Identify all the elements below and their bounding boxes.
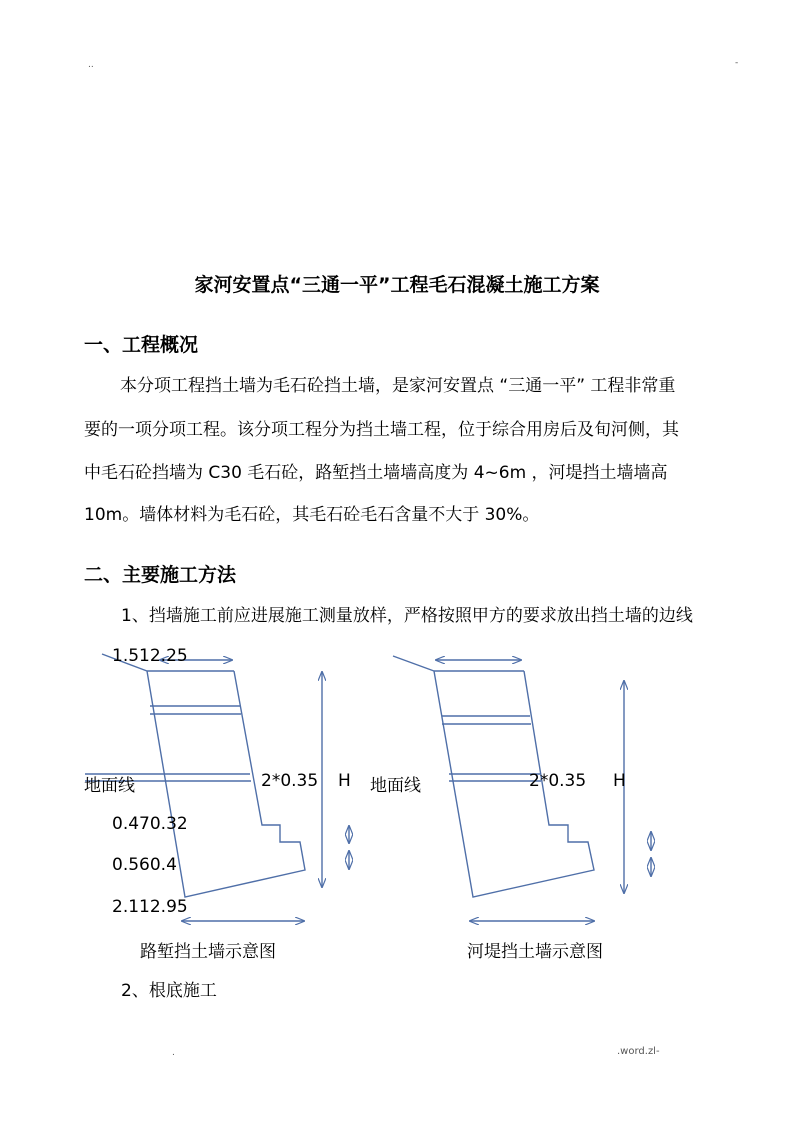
left-slope-label: 2*0.35 xyxy=(261,771,319,791)
footer-right-mark: .word.zl- xyxy=(617,1046,660,1057)
document-title: 家河安置点“三通一平”工程毛石混凝土施工方案 xyxy=(194,274,600,296)
section1-line-1: 本分项工程挡土墙为毛石砼挡土墙，是家河安置点 “三通一平” 工程非常重 xyxy=(120,376,676,396)
section1-line-4: 10m。墙体材料为毛石砼，其毛石砼毛石含量不大于 30%。 xyxy=(84,505,540,525)
right-slope-label: 2*0.35 xyxy=(529,771,587,791)
right-figure-caption: 河堤挡土墙示意图 xyxy=(467,942,603,962)
right-height-label: H xyxy=(613,771,626,791)
right-ground-label: 地面线 xyxy=(370,776,421,796)
footer-left-mark: . xyxy=(172,1048,175,1058)
section2-item-1: 1、挡墙施工前应进展施工测量放样，严格按照甲方的要求放出挡土墙的边线 xyxy=(121,606,693,626)
left-ground-label: 地面线 xyxy=(84,776,135,796)
section2-heading: 二、主要施工方法 xyxy=(84,564,237,586)
header-left-mark: .. xyxy=(88,60,94,70)
section2-item-2: 2、根底施工 xyxy=(121,981,217,1001)
left-figure-caption: 路堑挡土墙示意图 xyxy=(140,942,276,962)
left-bottom-dim-label: 2.112.95 xyxy=(112,897,188,917)
header-right-mark: - xyxy=(735,58,739,68)
section1-line-2: 要的一项分项工程。该分项工程分为挡土墙工程，位于综合用房后及旬河侧，其 xyxy=(84,420,679,440)
right-slope-line xyxy=(393,656,434,671)
section1-line-3: 中毛石砼挡墙为 C30 毛石砼，路堑挡土墙墙高度为 4~6m ，河堤挡土墙墙高 xyxy=(84,463,668,483)
section1-heading: 一、工程概况 xyxy=(84,334,199,356)
left-dim-b-label: 0.560.4 xyxy=(112,855,177,875)
left-height-label: H xyxy=(338,771,351,791)
left-top-dim-label: 1.512.25 xyxy=(112,646,188,666)
left-dim-a-label: 0.470.32 xyxy=(112,814,188,834)
